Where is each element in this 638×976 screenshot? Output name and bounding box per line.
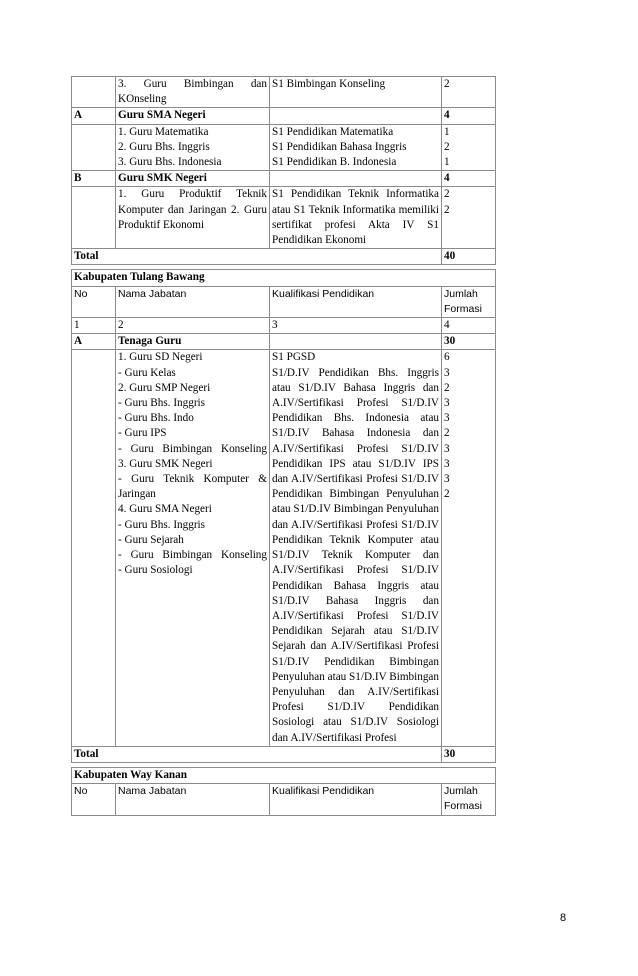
list-item: S1 Pendidikan Matematika bbox=[272, 125, 394, 138]
list-item: S1 PGSD bbox=[272, 351, 316, 364]
table-row bbox=[72, 350, 496, 746]
nama-jabatan-cell: Guru SMA Negeri bbox=[116, 108, 270, 124]
number-row bbox=[72, 318, 496, 334]
col-number: 2 bbox=[116, 318, 270, 334]
header-no: No bbox=[72, 784, 116, 815]
col-number: 4 bbox=[442, 318, 496, 334]
list-item: - Guru Bimbingan Konseling bbox=[118, 549, 267, 562]
section-row bbox=[72, 270, 496, 286]
list-item: S1/D.IV Pendidikan Bimbingan Penyuluhan atau S1/D.IV Bimbingan Penyuluhan dan A.IV/Sertifikasi Profesi bbox=[272, 473, 439, 531]
list-item: 3 bbox=[444, 412, 450, 425]
nama-jabatan-cell bbox=[116, 350, 270, 746]
list-item: S1 Pendidikan Bahasa Inggris bbox=[272, 140, 407, 153]
table-row bbox=[72, 334, 496, 350]
list-item: S1/D.IV Pendidikan Bahasa Inggris atau S1/D.IV Bahasa Inggris dan A.IV/Sertifikasi Profesi bbox=[272, 564, 440, 622]
list-item: 4. Guru SMA Negeri bbox=[118, 503, 212, 516]
header-jumlah: Jumlah Formasi bbox=[442, 784, 496, 815]
jumlah-cell: 4 bbox=[442, 171, 496, 187]
list-item: 1. Guru Matematika bbox=[118, 125, 209, 138]
list-item: - Guru Bimbingan Konseling bbox=[118, 442, 267, 455]
header-no: No bbox=[72, 286, 116, 317]
list-item: 2 bbox=[444, 427, 450, 440]
nama-jabatan-cell: Guru SMK Negeri bbox=[116, 171, 270, 187]
col-number: 1 bbox=[72, 318, 116, 334]
list-item: S1/D.IV Pendidikan IPS atau S1/D.IV IPS dan A.IV/Sertifikasi Profesi bbox=[272, 442, 440, 486]
kualifikasi-cell bbox=[270, 124, 442, 171]
nama-jabatan-cell: Tenaga Guru bbox=[116, 334, 270, 350]
col-number: 3 bbox=[270, 318, 442, 334]
section-title: Kabupaten Way Kanan bbox=[72, 767, 496, 783]
list-item: 3. Guru SMK Negeri bbox=[118, 457, 213, 470]
table-row bbox=[72, 124, 496, 171]
kualifikasi-cell: S1 Bimbingan Konseling bbox=[270, 77, 442, 108]
list-item: 3 bbox=[444, 366, 450, 379]
list-item: - Guru Kelas bbox=[118, 366, 176, 379]
list-item: 1 bbox=[444, 156, 450, 169]
total-row bbox=[72, 746, 496, 762]
list-item: - Guru Sosiologi bbox=[118, 564, 193, 577]
jumlah-cell bbox=[442, 350, 496, 746]
total-row bbox=[72, 249, 496, 265]
table-row bbox=[72, 108, 496, 124]
header-jumlah: Jumlah Formasi bbox=[442, 286, 496, 317]
list-item: - Guru Bhs. Inggris bbox=[118, 397, 206, 410]
header-row bbox=[72, 784, 496, 815]
total-value: 40 bbox=[442, 249, 496, 265]
list-item: 2 bbox=[444, 188, 450, 201]
no-cell: A bbox=[72, 334, 116, 350]
list-item: S1/D.IV Pendidikan Bimbingan Penyuluhan atau S1/D.IV Bimbingan Penyuluhan dan A.IV/Sertifikasi Profesi bbox=[272, 655, 439, 714]
formasi-table bbox=[71, 76, 496, 816]
list-item: S1/D.IV Pendidikan Sosiologi atau S1/D.IV Sosiologi dan A.IV/Sertifikasi Profesi bbox=[272, 701, 439, 744]
table-row bbox=[72, 171, 496, 187]
header-kualifikasi: Kualifikasi Pendidikan bbox=[270, 784, 442, 815]
nama-jabatan-cell: 3. Guru Bimbingan dan KOnseling bbox=[116, 77, 270, 108]
list-item: S1/D.IV Pendidikan Teknik Komputer atau S1/D.IV Teknik Komputer dan A.IV/Sertifikasi Profesi bbox=[272, 518, 439, 577]
list-item: 2 bbox=[444, 203, 450, 216]
kualifikasi-cell: S1 Pendidikan Teknik Informatika atau S1 Teknik Informatika memiliki sertifikat profesi Akta IV S1 Pendidikan Ekonomi bbox=[270, 187, 442, 249]
list-item: 2 bbox=[444, 381, 450, 394]
nama-jabatan-cell: 1. Guru Produktif Teknik Komputer dan Jaringan 2. Guru Produktif Ekonomi bbox=[116, 187, 270, 249]
header-nama-jabatan: Nama Jabatan bbox=[116, 784, 270, 815]
list-item: 3 bbox=[444, 473, 450, 486]
list-item: 3 bbox=[444, 457, 450, 470]
list-item: - Guru Bhs. Inggris bbox=[118, 518, 206, 531]
list-item: 2 bbox=[444, 140, 450, 153]
no-cell: B bbox=[72, 171, 116, 187]
page-number: 8 bbox=[560, 912, 567, 924]
total-label: Total bbox=[72, 746, 442, 762]
table-row bbox=[72, 77, 496, 108]
list-item: 1 bbox=[444, 125, 450, 138]
list-item: 6 bbox=[444, 351, 450, 364]
list-item: S1/D.IV Pendidikan Sejarah atau S1/D.IV Sejarah dan A.IV/Sertifikasi Profesi bbox=[272, 609, 440, 653]
list-item: 2. Guru SMP Negeri bbox=[118, 381, 211, 394]
nama-jabatan-cell bbox=[116, 124, 270, 171]
total-label: Total bbox=[72, 249, 442, 265]
kualifikasi-cell bbox=[270, 350, 442, 746]
list-item: 3 bbox=[444, 397, 450, 410]
list-item: - Guru Teknik Komputer & Jaringan bbox=[118, 473, 267, 501]
list-item: - Guru Sejarah bbox=[118, 533, 184, 546]
header-kualifikasi: Kualifikasi Pendidikan bbox=[270, 286, 442, 317]
list-item: S1 Pendidikan B. Indonesia bbox=[272, 156, 397, 169]
list-item: 3. Guru Bhs. Indonesia bbox=[118, 156, 222, 169]
list-item: S1/D.IV Pendidikan Bhs. Indonesia atau S1/D.IV Bahasa Indonesia dan A.IV/Sertifikasi Profesi bbox=[272, 397, 440, 455]
section-title: Kabupaten Tulang Bawang bbox=[72, 270, 496, 286]
jumlah-cell: 2 bbox=[442, 77, 496, 108]
list-item: - Guru Bhs. Indo bbox=[118, 412, 194, 425]
section-row bbox=[72, 767, 496, 783]
jumlah-cell bbox=[442, 124, 496, 171]
jumlah-cell bbox=[442, 187, 496, 249]
header-row bbox=[72, 286, 496, 317]
list-item: 2 bbox=[444, 488, 450, 501]
list-item: 2. Guru Bhs. Inggris bbox=[118, 140, 210, 153]
list-item: S1/D.IV Pendidikan Bhs. Inggris atau S1/D.IV Bahasa Inggris dan A.IV/Sertifikasi Profesi bbox=[272, 366, 439, 410]
total-value: 30 bbox=[442, 746, 496, 762]
no-cell: A bbox=[72, 108, 116, 124]
jumlah-cell: 4 bbox=[442, 108, 496, 124]
list-item: - Guru IPS bbox=[118, 427, 167, 440]
table-row bbox=[72, 187, 496, 249]
list-item: 1. Guru SD Negeri bbox=[118, 351, 203, 364]
jumlah-cell: 30 bbox=[442, 334, 496, 350]
list-item: 3 bbox=[444, 442, 450, 455]
header-nama-jabatan: Nama Jabatan bbox=[116, 286, 270, 317]
